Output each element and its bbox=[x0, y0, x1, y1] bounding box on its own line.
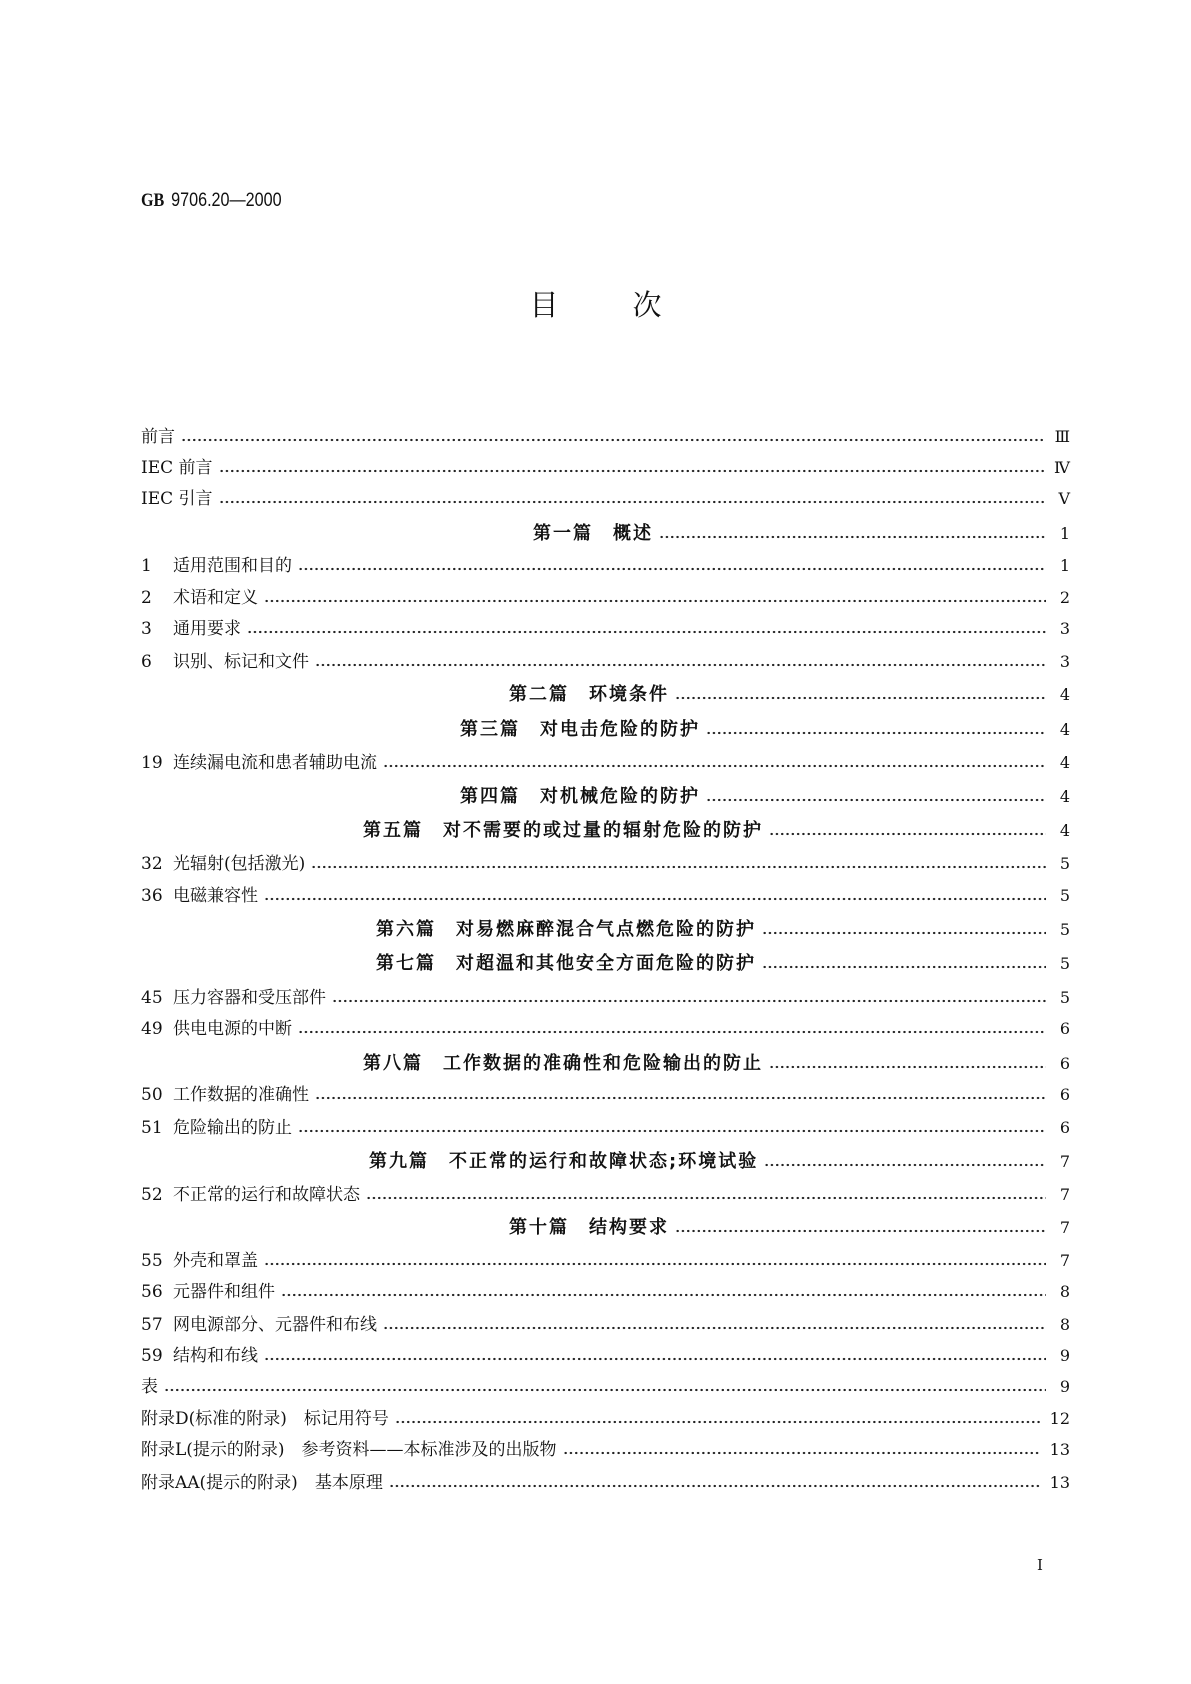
leader-dots bbox=[264, 1262, 1046, 1266]
toc-entry[interactable] bbox=[141, 1016, 1070, 1042]
toc-entry-title: 第二篇 环境条件 bbox=[509, 684, 669, 705]
toc-entry-number: 36 bbox=[141, 886, 163, 906]
leader-dots bbox=[675, 696, 1046, 700]
toc-section-heading[interactable] bbox=[141, 682, 1070, 708]
toc-entry-page: 6 bbox=[1059, 1019, 1070, 1038]
toc-entry-title: 术语和定义 bbox=[173, 588, 258, 608]
toc-entry-number: 55 bbox=[141, 1251, 163, 1271]
toc-entry-title: 连续漏电流和患者辅助电流 bbox=[173, 753, 377, 773]
leader-dots bbox=[298, 1129, 1046, 1133]
toc-entry-title: 第五篇 对不需要的或过量的辐射危险的防护 bbox=[363, 820, 763, 841]
toc-section-heading[interactable] bbox=[141, 951, 1070, 977]
toc-entry-title: 元器件和组件 bbox=[173, 1282, 275, 1302]
toc-entry-page: 2 bbox=[1059, 588, 1070, 607]
leader-dots bbox=[389, 1484, 1040, 1488]
toc-entry[interactable] bbox=[141, 616, 1070, 642]
leader-dots bbox=[311, 865, 1046, 869]
toc-entry-page: 9 bbox=[1059, 1377, 1070, 1396]
toc-entry-number: 32 bbox=[141, 854, 163, 874]
toc-entry-title: 网电源部分、元器件和布线 bbox=[173, 1315, 377, 1335]
toc-entry-number: 3 bbox=[141, 619, 152, 639]
leader-dots bbox=[769, 832, 1046, 836]
leader-dots bbox=[659, 535, 1046, 539]
toc-entry-page: 13 bbox=[1049, 1440, 1070, 1459]
toc-entry-page: 1 bbox=[1059, 524, 1070, 543]
toc-entry-title: 外壳和罩盖 bbox=[173, 1251, 258, 1271]
toc-entry-title: 危险输出的防止 bbox=[173, 1118, 292, 1138]
leader-dots bbox=[264, 897, 1046, 901]
toc-entry-page: 7 bbox=[1059, 1218, 1070, 1237]
toc-section-heading[interactable] bbox=[141, 521, 1070, 547]
toc-entry[interactable] bbox=[141, 1374, 1070, 1400]
toc-entry[interactable] bbox=[141, 486, 1070, 512]
leader-dots bbox=[395, 1420, 1040, 1424]
toc-entry-page: 13 bbox=[1049, 1473, 1070, 1492]
toc-entry[interactable] bbox=[141, 851, 1070, 877]
toc-entry-page: 4 bbox=[1059, 821, 1070, 840]
toc-entry-title: 第六篇 对易燃麻醉混合气点燃危险的防护 bbox=[376, 919, 756, 940]
leader-dots bbox=[383, 764, 1046, 768]
leader-dots bbox=[219, 500, 1046, 504]
toc-entry-number: 49 bbox=[141, 1019, 163, 1039]
toc-entry[interactable] bbox=[141, 424, 1070, 450]
toc-section-heading[interactable] bbox=[141, 818, 1070, 844]
leader-dots bbox=[315, 1096, 1046, 1100]
page-title: 目次 bbox=[529, 288, 736, 322]
leader-dots bbox=[281, 1293, 1046, 1297]
toc-entry[interactable] bbox=[141, 1182, 1070, 1208]
toc-entry-title: 工作数据的准确性 bbox=[173, 1085, 309, 1105]
leader-dots bbox=[764, 1163, 1046, 1167]
leader-dots bbox=[181, 438, 1045, 442]
toc-entry[interactable] bbox=[141, 1115, 1070, 1141]
toc-section-heading[interactable] bbox=[141, 784, 1070, 810]
leader-dots bbox=[706, 731, 1046, 735]
toc-entry-page: 4 bbox=[1059, 685, 1070, 704]
toc-entry-page: 7 bbox=[1059, 1152, 1070, 1171]
toc-entry-page: 6 bbox=[1059, 1118, 1070, 1137]
toc-entry[interactable] bbox=[141, 750, 1070, 776]
leader-dots bbox=[762, 931, 1046, 935]
toc-entry-number: 19 bbox=[141, 753, 163, 773]
toc-entry-number: 45 bbox=[141, 988, 163, 1008]
toc-entry[interactable] bbox=[141, 1470, 1070, 1496]
toc-entry[interactable] bbox=[141, 649, 1070, 675]
toc-entry[interactable] bbox=[141, 985, 1070, 1011]
standard-prefix: GB bbox=[141, 190, 165, 211]
toc-entry-number: 57 bbox=[141, 1315, 163, 1335]
toc-section-heading[interactable] bbox=[141, 717, 1070, 743]
toc-entry[interactable] bbox=[141, 585, 1070, 611]
leader-dots bbox=[247, 630, 1046, 634]
leader-dots bbox=[264, 1357, 1046, 1361]
toc-entry-page: 4 bbox=[1059, 753, 1070, 772]
toc-entry-title: 第三篇 对电击危险的防护 bbox=[460, 719, 700, 740]
toc-entry[interactable] bbox=[141, 455, 1070, 481]
toc-entry-page: 9 bbox=[1059, 1346, 1070, 1365]
toc-entry-title: 附录L(提示的附录) 参考资料——本标准涉及的出版物 bbox=[141, 1440, 557, 1460]
toc-entry-title: 供电电源的中断 bbox=[173, 1019, 292, 1039]
toc-entry-page: 12 bbox=[1049, 1409, 1070, 1428]
toc-entry-title: 电磁兼容性 bbox=[173, 886, 258, 906]
toc-entry[interactable] bbox=[141, 1279, 1070, 1305]
toc-entry-title: 前言 bbox=[141, 427, 175, 447]
toc-entry-page: 6 bbox=[1059, 1054, 1070, 1073]
leader-dots bbox=[383, 1326, 1046, 1330]
toc-section-heading[interactable] bbox=[141, 917, 1070, 943]
toc-section-heading[interactable] bbox=[141, 1215, 1070, 1241]
toc-entry-page: 3 bbox=[1059, 652, 1070, 671]
toc-section-heading[interactable] bbox=[141, 1051, 1070, 1077]
standard-number: 9706.20—2000 bbox=[171, 190, 282, 211]
toc-entry-page: 5 bbox=[1059, 886, 1070, 905]
toc-entry-title: IEC 前言 bbox=[141, 458, 213, 478]
toc-entry-page: Ⅴ bbox=[1058, 489, 1070, 508]
toc-section-heading[interactable] bbox=[141, 1149, 1070, 1175]
toc-entry-number: 6 bbox=[141, 652, 152, 672]
toc-entry[interactable] bbox=[141, 1312, 1070, 1338]
toc-entry[interactable] bbox=[141, 1437, 1070, 1463]
toc-entry-page: 4 bbox=[1059, 787, 1070, 806]
toc-entry-number: 52 bbox=[141, 1185, 163, 1205]
toc-entry[interactable] bbox=[141, 1248, 1070, 1274]
toc-entry-page: 8 bbox=[1059, 1282, 1070, 1301]
leader-dots bbox=[219, 469, 1044, 473]
toc-entry-page: 5 bbox=[1059, 854, 1070, 873]
leader-dots bbox=[563, 1451, 1040, 1455]
toc-entry-page: 4 bbox=[1059, 720, 1070, 739]
leader-dots bbox=[706, 798, 1046, 802]
toc-entry-page: 3 bbox=[1059, 619, 1070, 638]
leader-dots bbox=[332, 999, 1046, 1003]
toc-entry[interactable] bbox=[141, 883, 1070, 909]
toc-entry-page: 7 bbox=[1059, 1185, 1070, 1204]
toc-entry-title: 第一篇 概述 bbox=[533, 523, 653, 544]
toc-entry-title: 第十篇 结构要求 bbox=[509, 1217, 669, 1238]
toc-entry-number: 51 bbox=[141, 1118, 163, 1138]
toc-entry-title: 通用要求 bbox=[173, 619, 241, 639]
standard-id bbox=[141, 190, 282, 212]
toc-entry-title: 附录AA(提示的附录) 基本原理 bbox=[141, 1473, 383, 1493]
leader-dots bbox=[315, 663, 1046, 667]
toc-entry-title: 光辐射(包括激光) bbox=[173, 854, 306, 874]
toc-entry[interactable] bbox=[141, 553, 1070, 579]
toc-entry[interactable] bbox=[141, 1343, 1070, 1369]
toc-entry-title: 第八篇 工作数据的准确性和危险输出的防止 bbox=[363, 1053, 763, 1074]
toc-entry-page: 6 bbox=[1059, 1085, 1070, 1104]
toc-entry-page: Ⅲ bbox=[1054, 427, 1070, 446]
toc-entry-title: 识别、标记和文件 bbox=[173, 652, 309, 672]
leader-dots bbox=[366, 1196, 1046, 1200]
toc-entry-title: 第四篇 对机械危险的防护 bbox=[460, 786, 700, 807]
toc-entry-title: 不正常的运行和故障状态 bbox=[173, 1185, 360, 1205]
toc-entry-number: 56 bbox=[141, 1282, 163, 1302]
leader-dots bbox=[769, 1065, 1046, 1069]
toc-entry-page: 5 bbox=[1059, 920, 1070, 939]
toc-entry-page: 7 bbox=[1059, 1251, 1070, 1270]
toc-entry-title: 结构和布线 bbox=[173, 1346, 258, 1366]
toc-entry-number: 59 bbox=[141, 1346, 163, 1366]
toc-entry-number: 1 bbox=[141, 556, 152, 576]
toc-entry-page: 8 bbox=[1059, 1315, 1070, 1334]
toc-entry-title: IEC 引言 bbox=[141, 489, 213, 509]
toc-entry-number: 50 bbox=[141, 1085, 163, 1105]
leader-dots bbox=[675, 1229, 1046, 1233]
leader-dots bbox=[298, 1030, 1046, 1034]
toc-entry-number: 2 bbox=[141, 588, 152, 608]
toc-entry-page: Ⅳ bbox=[1054, 458, 1070, 477]
toc-entry-title: 第九篇 不正常的运行和故障状态;环境试验 bbox=[369, 1151, 759, 1172]
leader-dots bbox=[762, 965, 1046, 969]
toc-entry[interactable] bbox=[141, 1082, 1070, 1108]
page-number: I bbox=[1037, 1556, 1043, 1574]
toc-entry-title: 压力容器和受压部件 bbox=[173, 988, 326, 1008]
toc-entry[interactable] bbox=[141, 1406, 1070, 1432]
toc-entry-title: 适用范围和目的 bbox=[173, 556, 292, 576]
toc-entry-title: 第七篇 对超温和其他安全方面危险的防护 bbox=[376, 953, 756, 974]
toc-entry-title: 表 bbox=[141, 1377, 158, 1397]
leader-dots bbox=[164, 1388, 1046, 1392]
toc-entry-page: 1 bbox=[1059, 556, 1070, 575]
toc-entry-page: 5 bbox=[1059, 954, 1070, 973]
toc-entry-title: 附录D(标准的附录) 标记用符号 bbox=[141, 1409, 389, 1429]
leader-dots bbox=[264, 599, 1046, 603]
leader-dots bbox=[298, 567, 1046, 571]
toc-entry-page: 5 bbox=[1059, 988, 1070, 1007]
